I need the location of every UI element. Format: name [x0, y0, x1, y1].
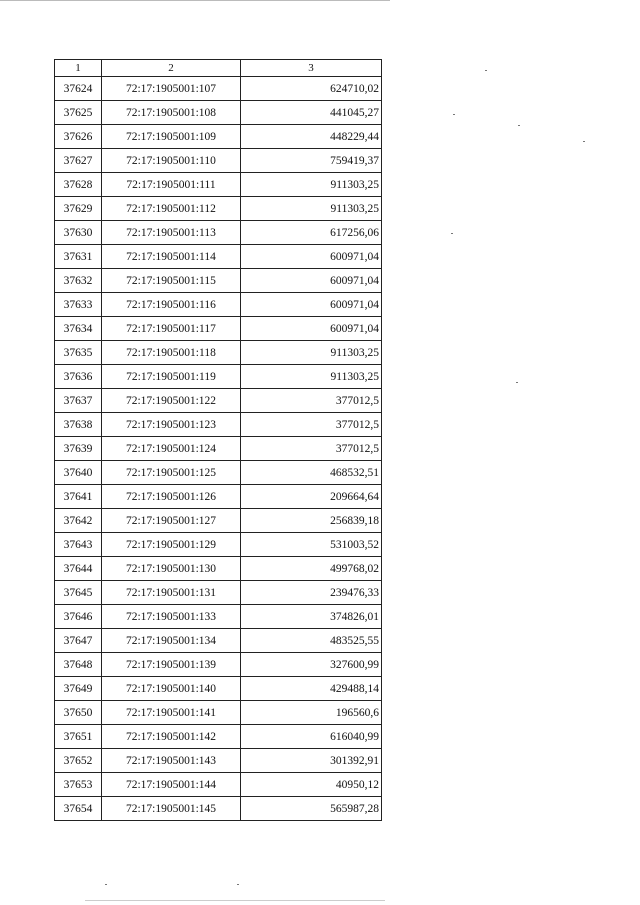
row-number-cell: 37647: [55, 629, 102, 653]
row-number-cell: 37624: [55, 77, 102, 101]
table-row: [55, 557, 382, 581]
table-row: [55, 509, 382, 533]
cadastral-number-cell: 72:17:1905001:134: [102, 629, 241, 653]
table-row: [55, 389, 382, 413]
row-number-cell: 37634: [55, 317, 102, 341]
table-row: [55, 749, 382, 773]
cadastral-value-cell: 911303,25: [241, 365, 382, 389]
table-row: [55, 221, 382, 245]
cadastral-value-cell: 911303,25: [241, 173, 382, 197]
scan-speck: [516, 382, 518, 383]
row-number-cell: 37639: [55, 437, 102, 461]
cadastral-number-cell: 72:17:1905001:129: [102, 533, 241, 557]
cadastral-value-cell: 600971,04: [241, 317, 382, 341]
cadastral-value-cell: 468532,51: [241, 461, 382, 485]
table-row: [55, 341, 382, 365]
cadastral-value-cell: 600971,04: [241, 269, 382, 293]
row-number-cell: 37654: [55, 797, 102, 821]
cadastral-value-cell: 327600,99: [241, 653, 382, 677]
bottom-rule: [85, 900, 385, 901]
scan-speck: [237, 884, 239, 885]
table-row: [55, 437, 382, 461]
cadastral-number-cell: 72:17:1905001:118: [102, 341, 241, 365]
cadastral-value-cell: 429488,14: [241, 677, 382, 701]
row-number-cell: 37635: [55, 341, 102, 365]
table-row: [55, 365, 382, 389]
cadastral-value-cell: 531003,52: [241, 533, 382, 557]
row-number-cell: 37626: [55, 125, 102, 149]
cadastral-value-cell: 759419,37: [241, 149, 382, 173]
table-row: [55, 317, 382, 341]
cadastral-value-cell: 209664,64: [241, 485, 382, 509]
table-row: [55, 701, 382, 725]
cadastral-value-cell: 616040,99: [241, 725, 382, 749]
cadastral-value-cell: 239476,33: [241, 581, 382, 605]
table-row: [55, 149, 382, 173]
cadastral-value-cell: 40950,12: [241, 773, 382, 797]
table-row: [55, 677, 382, 701]
scan-speck: [453, 114, 455, 115]
scan-speck: [518, 125, 520, 126]
column-header-1: 1: [55, 60, 102, 77]
cadastral-number-cell: 72:17:1905001:126: [102, 485, 241, 509]
row-number-cell: 37625: [55, 101, 102, 125]
column-header-3: 3: [241, 60, 382, 77]
row-number-cell: 37631: [55, 245, 102, 269]
cadastral-number-cell: 72:17:1905001:144: [102, 773, 241, 797]
row-number-cell: 37640: [55, 461, 102, 485]
row-number-cell: 37637: [55, 389, 102, 413]
cadastral-number-cell: 72:17:1905001:139: [102, 653, 241, 677]
row-number-cell: 37645: [55, 581, 102, 605]
table-header-row: [55, 60, 382, 77]
table-row: [55, 197, 382, 221]
row-number-cell: 37638: [55, 413, 102, 437]
cadastral-number-cell: 72:17:1905001:143: [102, 749, 241, 773]
table-row: [55, 581, 382, 605]
row-number-cell: 37650: [55, 701, 102, 725]
row-number-cell: 37630: [55, 221, 102, 245]
cadastral-number-cell: 72:17:1905001:111: [102, 173, 241, 197]
table-row: [55, 173, 382, 197]
cadastral-value-cell: 256839,18: [241, 509, 382, 533]
cadastral-value-cell: 374826,01: [241, 605, 382, 629]
cadastral-number-cell: 72:17:1905001:145: [102, 797, 241, 821]
cadastral-number-cell: 72:17:1905001:127: [102, 509, 241, 533]
table-row: [55, 77, 382, 101]
cadastral-value-cell: 377012,5: [241, 437, 382, 461]
scan-speck: [451, 233, 453, 234]
row-number-cell: 37651: [55, 725, 102, 749]
cadastral-number-cell: 72:17:1905001:140: [102, 677, 241, 701]
table-row: [55, 533, 382, 557]
row-number-cell: 37648: [55, 653, 102, 677]
table-row: [55, 629, 382, 653]
table-row: [55, 101, 382, 125]
cadastral-number-cell: 72:17:1905001:114: [102, 245, 241, 269]
table-row: [55, 725, 382, 749]
cadastral-value-cell: 624710,02: [241, 77, 382, 101]
cadastral-number-cell: 72:17:1905001:112: [102, 197, 241, 221]
cadastral-value-cell: 196560,6: [241, 701, 382, 725]
top-rule: [0, 0, 390, 1]
cadastral-number-cell: 72:17:1905001:107: [102, 77, 241, 101]
cadastral-value-cell: 617256,06: [241, 221, 382, 245]
row-number-cell: 37652: [55, 749, 102, 773]
scan-speck: [105, 884, 107, 885]
row-number-cell: 37629: [55, 197, 102, 221]
cadastral-value-cell: 377012,5: [241, 389, 382, 413]
scan-speck: [583, 141, 585, 142]
cadastral-number-cell: 72:17:1905001:116: [102, 293, 241, 317]
table-row: [55, 245, 382, 269]
cadastral-value-cell: 499768,02: [241, 557, 382, 581]
row-number-cell: 37649: [55, 677, 102, 701]
table-row: [55, 461, 382, 485]
cadastral-value-cell: 911303,25: [241, 197, 382, 221]
cadastral-number-cell: 72:17:1905001:122: [102, 389, 241, 413]
table-row: [55, 605, 382, 629]
cadastral-number-cell: 72:17:1905001:125: [102, 461, 241, 485]
cadastral-value-cell: 301392,91: [241, 749, 382, 773]
cadastral-number-cell: 72:17:1905001:142: [102, 725, 241, 749]
cadastral-value-cell: 565987,28: [241, 797, 382, 821]
cadastral-value-cell: 448229,44: [241, 125, 382, 149]
row-number-cell: 37627: [55, 149, 102, 173]
row-number-cell: 37633: [55, 293, 102, 317]
row-number-cell: 37636: [55, 365, 102, 389]
cadastral-number-cell: 72:17:1905001:124: [102, 437, 241, 461]
row-number-cell: 37646: [55, 605, 102, 629]
cadastral-number-cell: 72:17:1905001:133: [102, 605, 241, 629]
cadastral-number-cell: 72:17:1905001:110: [102, 149, 241, 173]
table-row: [55, 797, 382, 821]
cadastral-number-cell: 72:17:1905001:141: [102, 701, 241, 725]
row-number-cell: 37628: [55, 173, 102, 197]
column-header-2: 2: [102, 60, 241, 77]
cadastral-number-cell: 72:17:1905001:108: [102, 101, 241, 125]
table-row: [55, 413, 382, 437]
scan-speck: [485, 70, 487, 71]
row-number-cell: 37653: [55, 773, 102, 797]
cadastral-value-cell: 600971,04: [241, 245, 382, 269]
cadastral-number-cell: 72:17:1905001:131: [102, 581, 241, 605]
cadastral-number-cell: 72:17:1905001:130: [102, 557, 241, 581]
table-row: [55, 485, 382, 509]
cadastral-number-cell: 72:17:1905001:109: [102, 125, 241, 149]
row-number-cell: 37643: [55, 533, 102, 557]
cadastral-value-cell: 377012,5: [241, 413, 382, 437]
cadastral-value-cell: 441045,27: [241, 101, 382, 125]
row-number-cell: 37632: [55, 269, 102, 293]
cadastral-number-cell: 72:17:1905001:119: [102, 365, 241, 389]
cadastral-value-cell: 911303,25: [241, 341, 382, 365]
table-row: [55, 773, 382, 797]
table-row: [55, 125, 382, 149]
cadastral-value-table: [54, 59, 382, 821]
cadastral-number-cell: 72:17:1905001:117: [102, 317, 241, 341]
row-number-cell: 37644: [55, 557, 102, 581]
table-row: [55, 653, 382, 677]
table-row: [55, 293, 382, 317]
table-row: [55, 269, 382, 293]
row-number-cell: 37641: [55, 485, 102, 509]
cadastral-value-cell: 600971,04: [241, 293, 382, 317]
cadastral-number-cell: 72:17:1905001:123: [102, 413, 241, 437]
cadastral-value-cell: 483525,55: [241, 629, 382, 653]
cadastral-number-cell: 72:17:1905001:115: [102, 269, 241, 293]
cadastral-number-cell: 72:17:1905001:113: [102, 221, 241, 245]
row-number-cell: 37642: [55, 509, 102, 533]
